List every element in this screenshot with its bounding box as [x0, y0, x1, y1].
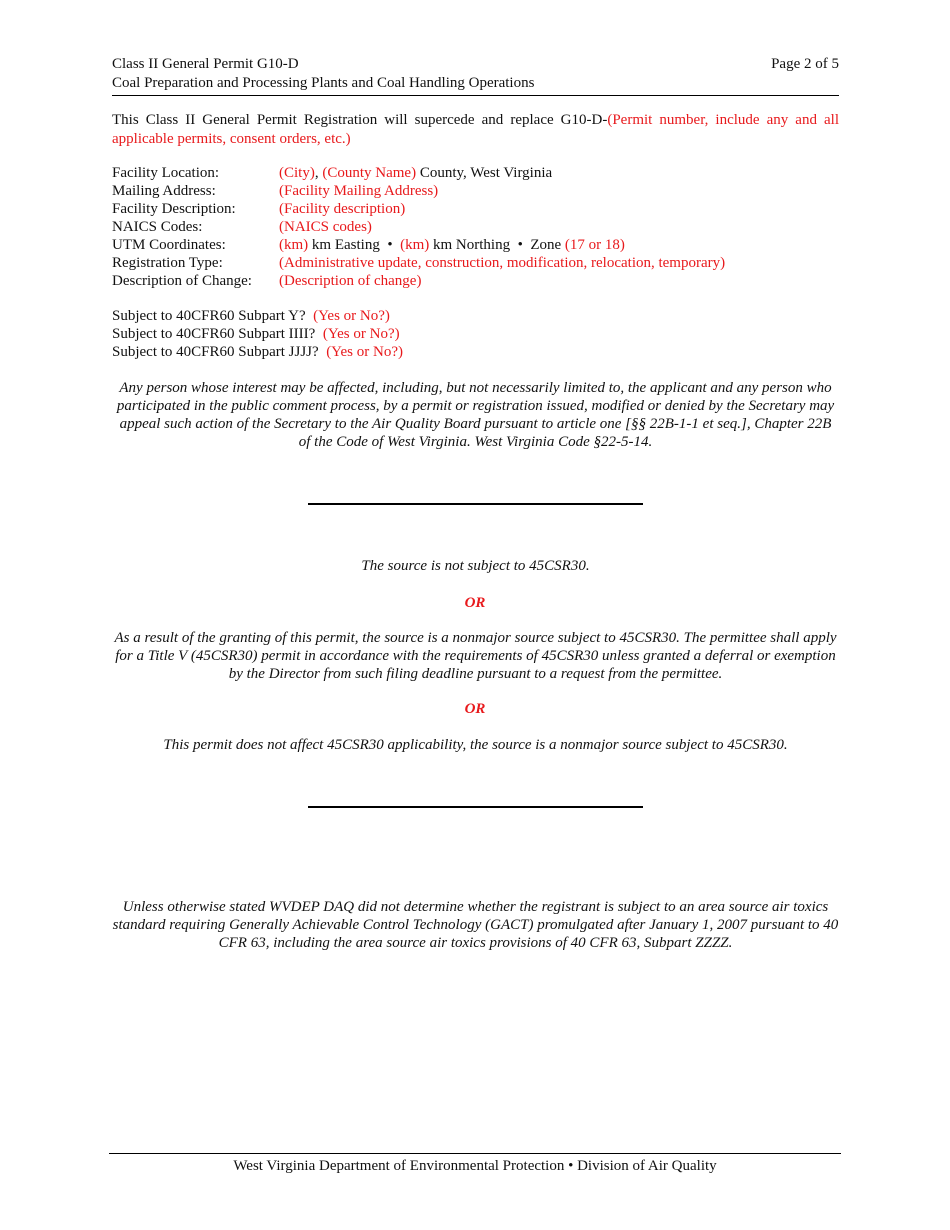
mailing-address-row: [112, 182, 725, 200]
subpart-jjjj-value: (Yes or No?): [326, 344, 403, 360]
utm-coordinates-value: [279, 236, 625, 254]
mailing-address-value: (Facility Mailing Address): [279, 183, 439, 199]
title-v-option-3: This permit does not affect 45CSR30 applicability, the source is a nonmajor source subject to 45CSR30.: [163, 737, 788, 753]
subpart-jjjj-row: [112, 343, 403, 361]
utm-coordinates-label: UTM Coordinates:: [112, 237, 226, 253]
description-of-change-label: Description of Change:: [112, 273, 252, 289]
page-footer: West Virginia Department of Environmental Protection • Division of Air Quality: [109, 1153, 841, 1176]
facility-location-value: [279, 164, 552, 182]
or-label-1: OR: [464, 595, 486, 611]
county-suffix: County, West Virginia: [416, 165, 553, 181]
subpart-questions: [112, 307, 403, 361]
registration-type-label: Registration Type:: [112, 255, 223, 271]
zone-placeholder: (17 or 18): [564, 237, 625, 253]
title-v-option-2: As a result of the granting of this permit, the source is a nonmajor source subject to 45CSR30. The permittee shall apply for a Title V (45CSR30) permit in accordance with the requirements of 45CSR30 unless granted a deferral or exemption by the Director from such filing deadline pursuant to a request from the permittee.: [114, 630, 837, 682]
intro-text: This Class II General Permit Registration will supercede and replace G10-D-: [112, 112, 608, 128]
facility-description-value: (Facility description): [279, 201, 406, 217]
intro-paragraph: [112, 111, 839, 149]
comma: ,: [314, 165, 323, 181]
page-number: Page 2 of 5: [771, 56, 839, 72]
naics-codes-value: (NAICS codes): [279, 219, 372, 235]
facility-info: [112, 164, 725, 290]
northing-text: km Northing • Zone: [429, 237, 565, 253]
utm-coordinates-row: [112, 236, 725, 254]
subpart-y-row: [112, 307, 403, 325]
or-label-2: OR: [464, 701, 486, 717]
subpart-iiii-value: (Yes or No?): [322, 326, 400, 342]
city-placeholder: (City): [279, 165, 315, 181]
mailing-address-label: Mailing Address:: [112, 183, 216, 199]
easting-placeholder: (km): [279, 237, 309, 253]
facility-location-row: [112, 164, 725, 182]
subpart-jjjj-label: Subject to 40CFR60 Subpart JJJJ?: [112, 344, 319, 360]
permit-number-placeholder: (Permit number, include any and all applicable permits, consent orders, etc.): [112, 112, 840, 147]
registration-type-value: (Administrative update, construction, modification, relocation, temporary): [279, 255, 726, 271]
registration-type-row: [112, 254, 725, 272]
facility-location-label: Facility Location:: [112, 165, 220, 181]
description-of-change-row: [112, 272, 725, 290]
subpart-iiii-row: [112, 325, 403, 343]
naics-codes-label: NAICS Codes:: [112, 219, 203, 235]
appeal-notice: Any person whose interest may be affected, including, but not necessarily limited to, the applicant and any person who participated in the public comment process, by a permit or registration issued, modified or denied by the Secretary may appeal such action of the Secretary to the Air Quality Board pursuant to article one [§§ 22B-1-1 et seq.], Chapter 22B of the Code of West Virginia. West Virginia Code §22-5-14.: [116, 380, 835, 450]
easting-text: km Easting •: [308, 237, 401, 253]
title-v-option-1: The source is not subject to 45CSR30.: [361, 558, 590, 574]
subpart-y-value: (Yes or No?): [313, 308, 390, 324]
divider-top: [308, 503, 643, 505]
facility-description-row: [112, 200, 725, 218]
subpart-iiii-label: Subject to 40CFR60 Subpart IIII?: [112, 326, 316, 342]
page-header: [112, 55, 839, 96]
description-of-change-value: (Description of change): [279, 273, 422, 289]
gact-notice: Unless otherwise stated WVDEP DAQ did not determine whether the registrant is subject to an area source air toxics standard requiring Generally Achievable Control Technology (GACT) promulgated after January 1, 2007 pursuant to 40 CFR 63, including the area source air toxics provisions of 40 CFR 63, Subpart ZZZZ.: [112, 899, 839, 951]
permit-title: Class II General Permit G10-D: [112, 56, 299, 72]
permit-subtitle: Coal Preparation and Processing Plants and Coal Handling Operations: [112, 75, 535, 91]
county-placeholder: (County Name): [322, 165, 417, 181]
facility-description-label: Facility Description:: [112, 201, 236, 217]
naics-codes-row: [112, 218, 725, 236]
divider-bottom: [308, 806, 643, 808]
northing-placeholder: (km): [400, 237, 430, 253]
subpart-y-label: Subject to 40CFR60 Subpart Y?: [112, 308, 306, 324]
